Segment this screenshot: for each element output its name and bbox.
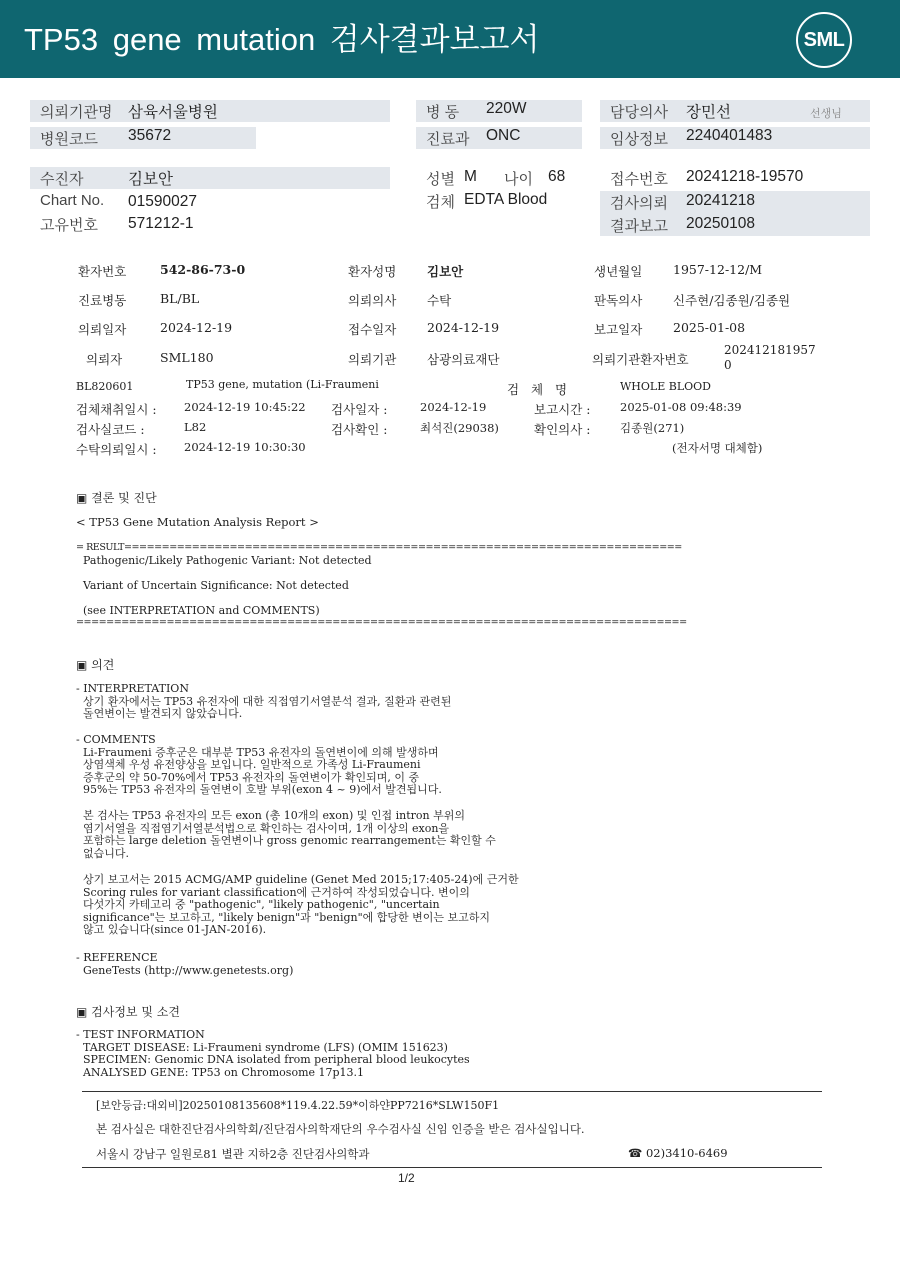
ward-label-2: 진료병동 [78,293,127,308]
reading-doctor-label: 판독의사 [594,293,643,308]
result-report-label: 결과보고 [610,218,668,235]
sex-label: 성별 [426,171,455,188]
patient-value: 김보안 [128,171,173,188]
result-end-divider: ================================================================================= [76,617,687,628]
report-header [0,0,900,78]
specimen-value: EDTA Blood [464,191,548,208]
test-date-label: 검사일자 : [331,402,388,417]
ward-value-2: BL/BL [160,291,200,306]
requesting-org-label: 의뢰기관명 [40,104,113,121]
doctor-label: 담당의사 [610,104,668,121]
chart-value: 01590027 [128,193,197,210]
specimen-name-label: 검 체 명 [507,382,568,397]
reference-text: - REFERENCE GeneTests (http://www.genetests.org) [76,951,294,977]
lab-code-label: 검사실코드 : [76,422,145,437]
test-code: BL820601 [76,380,134,393]
test-request-value: 20241218 [686,192,755,209]
phone-line: ☎ 02)3410-6469 [628,1146,728,1160]
consign-time-value: 2024-12-19 10:30:30 [184,440,306,454]
e-signature: (전자서명 대체함) [672,441,763,455]
report-title: TP53 gene mutation 검사결과보고서 [24,22,540,57]
clinical-info-label: 임상정보 [610,131,668,148]
requesting-org-value: 삼육서울병원 [128,104,218,121]
req-org-label: 의뢰기관 [348,352,397,367]
department-label: 진료과 [426,131,470,148]
result-line-3: (see INTERPRETATION and COMMENTS) [76,604,320,617]
test-date-value: 2024-12-19 [420,400,487,414]
req-org-value: 삼광의료재단 [427,352,500,367]
opinion-section-title: ▣ 의견 [76,658,115,672]
report-date-label: 보고일자 [594,322,643,337]
ward-value: 220W [486,100,527,117]
lab-code-value: L82 [184,420,207,434]
specimen-name-value: WHOLE BLOOD [620,380,711,393]
comments-text-a: - COMMENTS Li-Fraumeni 증후군은 대부분 TP53 유전자의 돌연변이에 의해 발생하며 상염색체 우성 유전양상을 보입니다. 일반적으로 가족성 Li-Fraumeni 증후군의 약 50-70%에서 TP53 유전자의 돌연변이가 확인되며, 이 중 95%는 TP53 유전자의 돌연변이 호발 부위(exon 4 ~ 9)에서 발견됩니다. [76,733,442,796]
result-line-1: Pathogenic/Likely Pathogenic Variant: Not detected [76,554,372,567]
org-patient-no-label: 의뢰기관환자번호 [592,352,689,367]
patient-bar [30,167,390,189]
patient-no-value: 542-86-73-0 [160,262,246,277]
confirm-value: 최석진(29038) [420,421,499,435]
collect-time-label: 검체채취일시 : [76,402,157,417]
chart-label: Chart No. [40,192,105,209]
patient-name-label: 환자성명 [348,264,397,279]
org-patient-no-value-1: 202412181957 [724,343,816,357]
age-label: 나이 [504,171,533,188]
page-number: 1/2 [398,1171,415,1185]
report-subtitle: < TP53 Gene Mutation Analysis Report > [76,515,319,529]
footer-bottom-rule [82,1167,822,1168]
department-value: ONC [486,127,521,144]
doctor-value: 장민선 [686,104,731,121]
result-report-value: 20250108 [686,215,755,232]
confirm-doctor-value: 김종원(271) [620,421,685,435]
birth-label: 생년월일 [594,264,643,279]
doctor-suffix: 선생님 [810,107,842,120]
security-line: [보안등급:대외비]20250108135608*119.4.22.59*이하얀PP7216*SLW150F1 [96,1099,500,1112]
confirm-label: 검사확인 : [331,422,388,437]
sml-logo [796,12,852,68]
receipt-date-label: 접수일자 [348,322,397,337]
specimen-label: 검체 [426,194,455,211]
result-line-2: Variant of Uncertain Significance: Not detected [76,579,349,592]
patient-no-label: 환자번호 [78,264,127,279]
req-doctor-value: 수탁 [427,293,452,308]
test-request-label: 검사의뢰 [610,195,668,212]
patient-name-value: 김보안 [427,264,464,279]
report-time-value: 2025-01-08 09:48:39 [620,400,742,414]
hospital-code-label: 병원코드 [40,131,98,148]
test-info-section-title: ▣ 검사정보 및 소견 [76,1005,180,1019]
hospital-code-value: 35672 [128,127,172,144]
requester-value: SML180 [160,350,214,365]
conclusion-section-title: ▣ 결론 및 진단 [76,491,157,505]
receipt-no-label: 접수번호 [610,171,668,188]
sex-value: M [464,168,477,185]
certification-line: 본 검사실은 대한진단검사의학회/진단검사의학재단의 우수검사실 신임 인증을 받은 검사실입니다. [96,1122,585,1136]
comments-text-c: 상기 보고서는 2015 ACMG/AMP guideline (Genet Med 2015;17:405-24)에 근거한 Scoring rules for variant classification에 근거하여 작성되었습니다. 변이의 다섯가지 카테고리 중 "pathogenic", "likely pathogenic", "uncertain significance"는 보고하고, "likely benign"과 "benign"에 합당한 변이는 보고하지 않고 있습니다(since 01-JAN-2016). [82,873,519,936]
receipt-date-value: 2024-12-19 [427,320,500,335]
report-time-label: 보고시간 : [534,402,591,417]
comments-text-b: 본 검사는 TP53 유전자의 모든 exon (총 10개의 exon) 및 인접 intron 부위의 염기서열을 직접염기서열분석법으로 확인하는 검사이며, 1개 이상의 exon을 포함하는 large deletion 돌연변이나 gross genomic rearrangement는 확인할 수 없습니다. [82,809,496,860]
address-line: 서울시 강남구 일원로81 별관 지하2층 진단검사의학과 [96,1147,370,1161]
req-date-value: 2024-12-19 [160,320,233,335]
receipt-no-value: 20241218-19570 [686,168,804,185]
unique-id-label: 고유번호 [40,217,98,234]
birth-value: 1957-12-12/M [673,262,763,277]
patient-label: 수진자 [40,171,84,188]
consign-time-label: 수탁의뢰일시 : [76,442,157,457]
requester-label: 의뢰자 [86,352,123,367]
footer-top-rule [82,1091,822,1092]
unique-id-value: 571212-1 [128,215,194,232]
req-doctor-label: 의뢰의사 [348,293,397,308]
logo-text: SML [803,29,845,51]
ward-label: 병 동 [426,104,460,121]
result-divider: = RESULT========================================================================== [76,542,682,553]
confirm-doctor-label: 확인의사 : [534,422,591,437]
test-info-text: - TEST INFORMATION TARGET DISEASE: Li-Fraumeni syndrome (LFS) (OMIM 151623) SPECIMEN: Genomic DNA isolated from peripheral blood leukocytes ANALYSED GENE: TP53 on Chromosome 17p13.1 [76,1028,470,1079]
age-value: 68 [548,168,566,185]
req-date-label: 의뢰일자 [78,322,127,337]
reading-doctor-value: 신주현/김종원/김종원 [673,293,791,308]
collect-time-value: 2024-12-19 10:45:22 [184,400,306,414]
clinical-info-value: 2240401483 [686,127,773,144]
interpretation-text: - INTERPRETATION 상기 환자에서는 TP53 유전자에 대한 직접염기서열분석 결과, 질환과 관련된 돌연변이는 발견되지 않았습니다. [76,682,452,720]
test-name: TP53 gene, mutation (Li-Fraumeni [186,378,379,391]
report-date-value: 2025-01-08 [673,320,746,335]
org-patient-no-value-2: 0 [724,358,732,372]
